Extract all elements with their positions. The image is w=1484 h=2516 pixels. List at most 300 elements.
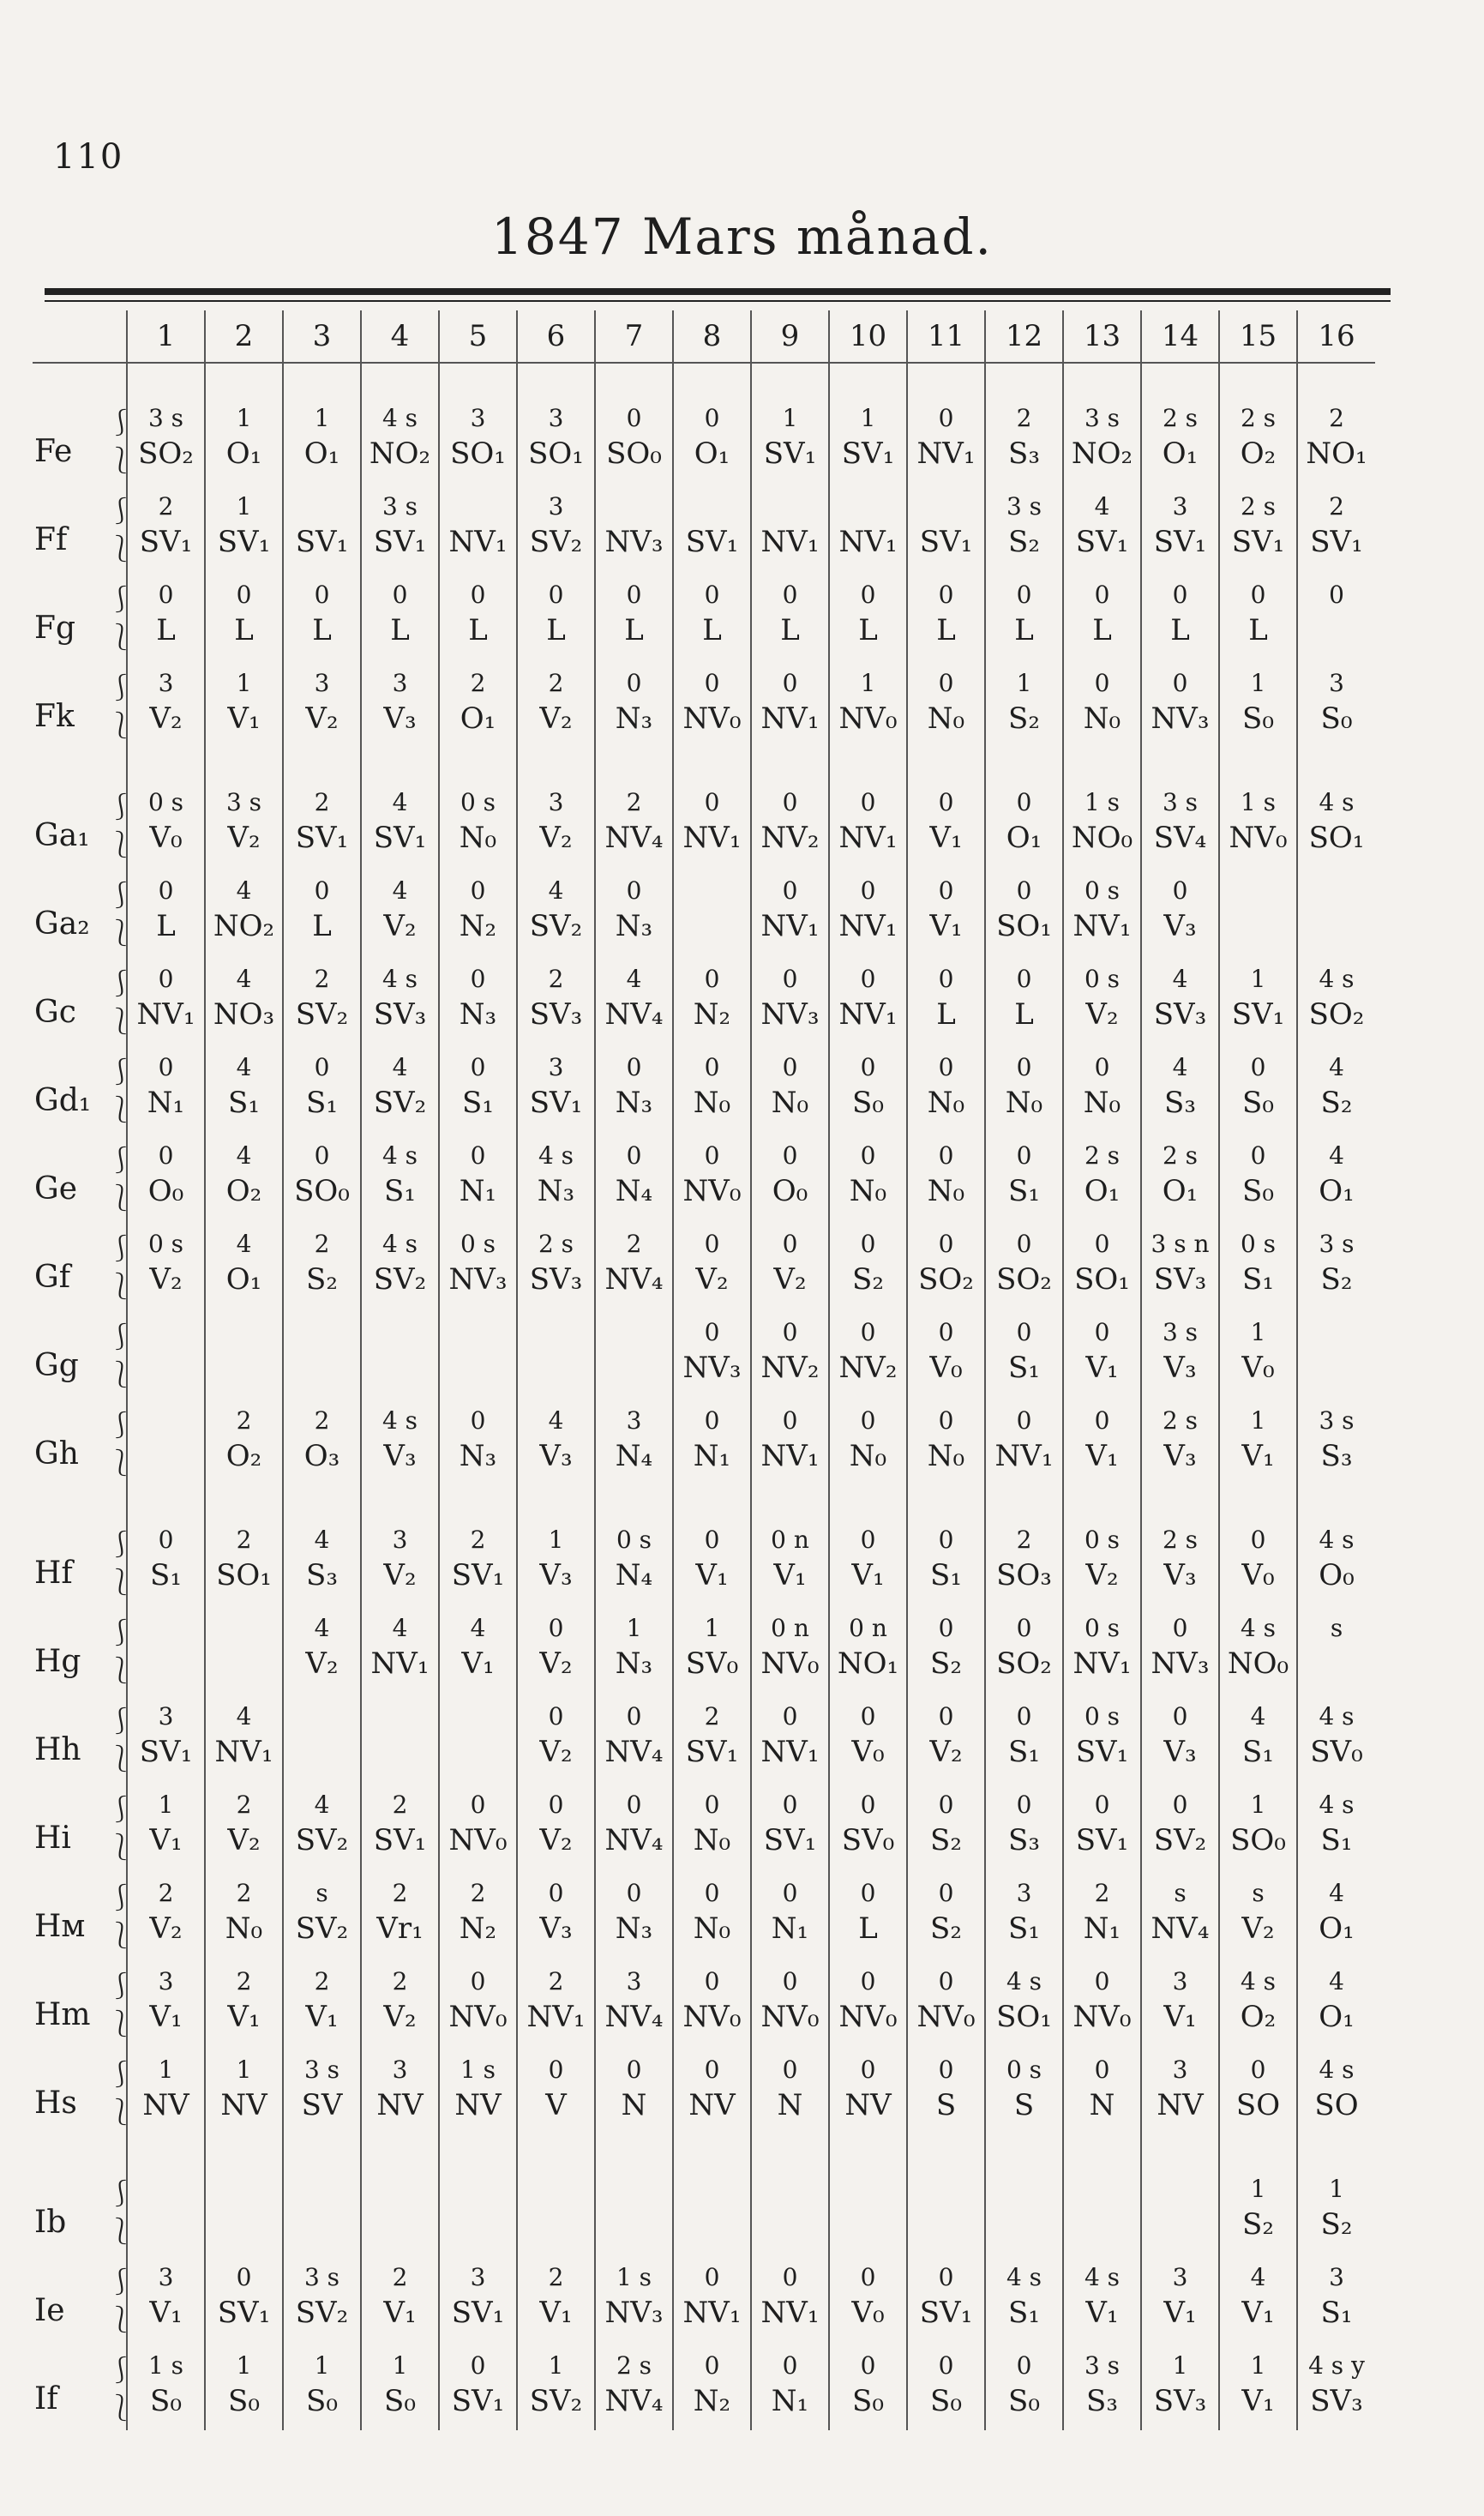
obs-value: 4 xyxy=(392,876,408,905)
row-label-cell xyxy=(33,659,134,748)
obs-cell xyxy=(985,394,1063,483)
obs-value: 3 s xyxy=(225,788,262,816)
obs-direction: NV₁ xyxy=(838,821,898,855)
obs-direction: SV₀ xyxy=(1310,1735,1363,1769)
obs-cell xyxy=(673,1220,751,1309)
obs-direction: S₂ xyxy=(930,1823,962,1857)
obs-cell xyxy=(673,779,751,867)
obs-direction: N₄ xyxy=(615,1174,653,1208)
obs-direction: S₁ xyxy=(1242,1262,1274,1297)
obs-value: 3 xyxy=(1172,1967,1188,1995)
table-row xyxy=(33,955,1375,1044)
column-header-day: 16 xyxy=(1297,310,1375,363)
obs-cell xyxy=(127,1604,205,1693)
obs-cell xyxy=(1063,1869,1141,1958)
table-row xyxy=(33,779,1375,867)
obs-direction: NV₄ xyxy=(604,1823,664,1857)
obs-cell xyxy=(907,1044,985,1132)
obs-value: 0 s xyxy=(616,1526,652,1554)
obs-cell xyxy=(1063,1132,1141,1220)
obs-direction: SV₁ xyxy=(919,525,973,559)
obs-cell xyxy=(829,659,907,748)
obs-direction: O₁ xyxy=(303,436,340,471)
obs-direction: SO₁ xyxy=(1074,1262,1130,1297)
group-spacer-cell xyxy=(595,748,673,779)
obs-value: 1 xyxy=(236,2056,252,2084)
obs-direction: SV₃ xyxy=(373,997,427,1032)
obs-direction: N₃ xyxy=(459,1439,497,1473)
group-spacer-cell xyxy=(829,748,907,779)
obs-value: 4 xyxy=(392,788,408,816)
obs-direction: N xyxy=(777,2088,803,2122)
obs-direction: N₀ xyxy=(693,1823,731,1857)
obs-value: 3 xyxy=(1172,492,1188,521)
row-label: Ga₁ xyxy=(34,818,90,853)
obs-value: 1 xyxy=(1250,1406,1266,1435)
obs-value: 1 s xyxy=(460,2056,496,2084)
obs-direction: NO₁ xyxy=(1306,436,1367,471)
group-spacer-cell xyxy=(127,363,205,394)
obs-cell xyxy=(361,1869,439,1958)
group-spacer-label xyxy=(33,748,127,779)
obs-cell xyxy=(829,571,907,659)
obs-direction: V₁ xyxy=(227,701,261,736)
obs-direction: SV₃ xyxy=(1153,1262,1207,1297)
obs-value: 0 xyxy=(938,404,954,432)
obs-value: 0 xyxy=(704,1230,720,1258)
obs-cell xyxy=(283,1516,361,1604)
obs-direction: V₂ xyxy=(539,821,573,855)
obs-direction: S₃ xyxy=(1086,2384,1118,2418)
obs-cell xyxy=(907,1309,985,1397)
brace-icon: ⎰ ⎱ xyxy=(108,2179,134,2247)
obs-direction: V₁ xyxy=(539,2296,573,2330)
row-label: Hм xyxy=(34,1909,86,1944)
obs-value: 4 xyxy=(314,1791,330,1819)
obs-value: 0 xyxy=(704,1526,720,1554)
obs-cell xyxy=(127,1958,205,2046)
obs-direction: V₂ xyxy=(149,1262,183,1297)
obs-value: 0 xyxy=(860,965,876,993)
obs-direction: SO₃ xyxy=(996,1558,1052,1592)
obs-value: 0 xyxy=(626,876,642,905)
obs-direction: SV₂ xyxy=(373,1086,427,1120)
obs-cell xyxy=(517,2254,595,2342)
obs-cell xyxy=(1063,1781,1141,1869)
obs-cell xyxy=(1297,1220,1375,1309)
obs-direction: NV₁ xyxy=(760,909,820,943)
obs-direction: NO₂ xyxy=(213,909,275,943)
obs-direction: L xyxy=(390,613,410,647)
obs-cell xyxy=(517,659,595,748)
obs-cell xyxy=(595,867,673,955)
group-spacer-cell xyxy=(1063,1485,1141,1516)
obs-cell xyxy=(439,394,517,483)
row-label-cell xyxy=(33,1958,134,2046)
obs-direction: NV₁ xyxy=(838,997,898,1032)
obs-direction: S₀ xyxy=(384,2384,416,2418)
obs-cell xyxy=(829,1604,907,1693)
obs-direction: V₂ xyxy=(149,1911,183,1946)
obs-value: 2 xyxy=(236,1406,252,1435)
obs-cell xyxy=(907,483,985,571)
row-label: Gc xyxy=(34,995,76,1030)
obs-cell xyxy=(1219,955,1297,1044)
obs-cell xyxy=(1219,1132,1297,1220)
obs-value: 0 xyxy=(158,1053,174,1081)
group-spacer-cell xyxy=(361,2134,439,2165)
obs-cell xyxy=(127,1693,205,1781)
group-spacer-cell xyxy=(283,2134,361,2165)
page-number: 110 xyxy=(53,137,124,177)
obs-cell xyxy=(361,1781,439,1869)
obs-direction: N₂ xyxy=(459,1911,497,1946)
obs-direction: SV₂ xyxy=(295,2296,349,2330)
obs-value: 0 xyxy=(704,788,720,816)
obs-direction: SV₁ xyxy=(217,525,271,559)
obs-value: s xyxy=(1174,1879,1187,1907)
obs-direction: SO xyxy=(1235,2088,1281,2122)
obs-cell xyxy=(829,483,907,571)
obs-direction: SV₂ xyxy=(529,909,583,943)
row-label-cell xyxy=(33,1516,134,1604)
obs-direction: S₃ xyxy=(1320,1439,1353,1473)
obs-cell xyxy=(1063,1220,1141,1309)
obs-value: 1 xyxy=(1250,1318,1266,1346)
obs-value: 4 s xyxy=(382,1406,418,1435)
group-spacer-cell xyxy=(1141,2134,1219,2165)
obs-value: 0 xyxy=(782,1791,798,1819)
obs-direction: NV₀ xyxy=(682,2000,742,2034)
obs-direction: O₂ xyxy=(1240,436,1277,471)
obs-direction: NV₀ xyxy=(838,701,898,736)
obs-value: 3 xyxy=(158,1967,174,1995)
obs-cell xyxy=(907,1132,985,1220)
row-label: Ie xyxy=(34,2293,65,2328)
obs-value: 0 xyxy=(158,965,174,993)
group-spacer-cell xyxy=(517,748,595,779)
obs-value: 0 xyxy=(548,1702,564,1731)
obs-cell xyxy=(517,1397,595,1485)
obs-value: 4 xyxy=(314,1614,330,1642)
obs-direction: V₁ xyxy=(929,909,963,943)
obs-value: 3 xyxy=(548,788,564,816)
obs-cell xyxy=(439,1781,517,1869)
obs-direction: V₂ xyxy=(539,1823,573,1857)
obs-direction: NO₁ xyxy=(837,1646,899,1681)
obs-direction: SV₁ xyxy=(139,525,193,559)
obs-cell xyxy=(127,779,205,867)
obs-direction: SO₂ xyxy=(138,436,194,471)
group-spacer-cell xyxy=(1063,748,1141,779)
group-spacer-cell xyxy=(361,363,439,394)
obs-direction: NV₁ xyxy=(838,525,898,559)
obs-cell xyxy=(1141,2342,1219,2430)
row-label: Gf xyxy=(34,1260,71,1295)
obs-direction: SV₁ xyxy=(451,1558,505,1592)
obs-direction: SO₂ xyxy=(996,1646,1052,1681)
obs-cell xyxy=(907,1397,985,1485)
group-spacer-cell xyxy=(907,748,985,779)
obs-cell xyxy=(1297,1132,1375,1220)
obs-cell xyxy=(907,571,985,659)
obs-value: 4 xyxy=(548,1406,564,1435)
obs-cell xyxy=(1297,2342,1375,2430)
obs-cell xyxy=(517,2165,595,2254)
obs-cell xyxy=(205,1220,283,1309)
obs-value: 0 n xyxy=(771,1526,809,1554)
obs-cell xyxy=(751,1397,829,1485)
obs-value: 2 xyxy=(470,1526,486,1554)
obs-cell xyxy=(439,1132,517,1220)
obs-direction: O₁ xyxy=(694,436,730,471)
obs-value: 3 xyxy=(470,2263,486,2291)
obs-direction: NV₁ xyxy=(136,997,195,1032)
obs-direction: V₂ xyxy=(383,1558,417,1592)
obs-direction: V₁ xyxy=(1085,1351,1119,1385)
obs-value: 4 s xyxy=(1319,2056,1355,2084)
obs-value: 0 s xyxy=(147,1230,184,1258)
obs-direction: N₀ xyxy=(849,1174,887,1208)
group-spacer xyxy=(33,748,1375,779)
obs-cell xyxy=(1297,1781,1375,1869)
obs-direction: NV₄ xyxy=(604,2384,664,2418)
obs-direction: N₁ xyxy=(459,1174,497,1208)
obs-value: 3 s xyxy=(1319,1230,1355,1258)
obs-direction: S₁ xyxy=(1008,1351,1040,1385)
obs-value: 0 xyxy=(860,1230,876,1258)
obs-value: 0 xyxy=(860,1141,876,1170)
obs-cell xyxy=(1219,1044,1297,1132)
obs-cell xyxy=(1219,2254,1297,2342)
brace-icon: ⎰ ⎱ xyxy=(108,1618,134,1686)
obs-value: 2 xyxy=(470,1879,486,1907)
obs-cell xyxy=(829,1044,907,1132)
obs-cell xyxy=(1141,1958,1219,2046)
obs-value: 3 s xyxy=(1084,404,1121,432)
obs-value: 0 xyxy=(314,1141,330,1170)
obs-cell xyxy=(283,1132,361,1220)
obs-direction: SO xyxy=(1314,2088,1359,2122)
obs-direction: SV₃ xyxy=(1153,2384,1207,2418)
obs-cell xyxy=(517,1869,595,1958)
obs-value: 4 xyxy=(626,965,642,993)
obs-cell xyxy=(1219,1397,1297,1485)
obs-direction: O₃ xyxy=(303,1439,340,1473)
obs-value: 3 xyxy=(314,669,330,697)
row-label: If xyxy=(34,2381,58,2417)
obs-value: 3 xyxy=(1329,2263,1344,2291)
obs-cell xyxy=(595,1397,673,1485)
obs-cell xyxy=(1141,2046,1219,2134)
obs-value: 2 xyxy=(548,965,564,993)
obs-direction: S₂ xyxy=(1320,1086,1353,1120)
column-header-day: 5 xyxy=(439,310,517,363)
obs-cell xyxy=(1063,2046,1141,2134)
obs-direction: S₀ xyxy=(306,2384,338,2418)
obs-cell xyxy=(361,2165,439,2254)
obs-cell xyxy=(1297,779,1375,867)
obs-cell xyxy=(907,1869,985,1958)
group-spacer-cell xyxy=(907,2134,985,2165)
obs-value: 4 xyxy=(1172,1053,1188,1081)
group-spacer-cell xyxy=(1141,1485,1219,1516)
obs-direction: S₁ xyxy=(228,1086,260,1120)
obs-cell xyxy=(1063,2254,1141,2342)
obs-direction: SO₁ xyxy=(216,1558,272,1592)
obs-value: 0 xyxy=(704,1141,720,1170)
obs-direction: N₀ xyxy=(927,1086,965,1120)
obs-direction: V xyxy=(545,2088,567,2122)
obs-direction: SV₁ xyxy=(139,1735,193,1769)
obs-value: 2 xyxy=(236,1791,252,1819)
obs-cell xyxy=(1063,1693,1141,1781)
obs-value: 0 xyxy=(704,1879,720,1907)
obs-direction: N₁ xyxy=(693,1439,731,1473)
obs-cell xyxy=(439,2342,517,2430)
obs-cell xyxy=(1219,1781,1297,1869)
obs-direction: L xyxy=(936,997,956,1032)
obs-cell xyxy=(205,867,283,955)
obs-cell xyxy=(985,1781,1063,1869)
obs-value: 0 xyxy=(704,2351,720,2380)
obs-cell xyxy=(1297,2046,1375,2134)
obs-value: 2 xyxy=(392,1879,408,1907)
obs-value: 1 xyxy=(1250,669,1266,697)
brace-icon: ⎰ ⎱ xyxy=(108,1706,134,1774)
row-label-cell xyxy=(33,2254,134,2342)
obs-direction: N₀ xyxy=(927,1174,965,1208)
obs-cell xyxy=(1063,1604,1141,1693)
obs-cell xyxy=(673,1516,751,1604)
row-label-cell xyxy=(33,483,134,571)
obs-direction: S₀ xyxy=(1242,701,1274,736)
obs-cell xyxy=(205,1604,283,1693)
row-label: Hg xyxy=(34,1644,81,1679)
obs-cell xyxy=(205,571,283,659)
obs-value: 0 xyxy=(626,669,642,697)
obs-direction: V₀ xyxy=(1241,1351,1275,1385)
obs-value: 3 xyxy=(392,2056,408,2084)
obs-value: 2 xyxy=(548,1967,564,1995)
obs-direction: V₀ xyxy=(149,821,183,855)
group-spacer-cell xyxy=(283,748,361,779)
obs-value: 0 s xyxy=(460,1230,496,1258)
obs-direction: NV₁ xyxy=(214,1735,273,1769)
column-header-day: 12 xyxy=(985,310,1063,363)
obs-direction: SV₁ xyxy=(1075,1735,1129,1769)
obs-cell xyxy=(673,1044,751,1132)
group-spacer-cell xyxy=(751,2134,829,2165)
obs-direction: V₂ xyxy=(305,1646,339,1681)
obs-direction: V₂ xyxy=(227,1823,261,1857)
obs-value: 0 n xyxy=(849,1614,887,1642)
group-spacer-cell xyxy=(1063,2134,1141,2165)
obs-value: 2 xyxy=(548,2263,564,2291)
obs-cell xyxy=(1219,1693,1297,1781)
obs-cell xyxy=(1141,1044,1219,1132)
obs-cell xyxy=(1297,955,1375,1044)
obs-direction: NV₁ xyxy=(1072,1646,1132,1681)
obs-cell xyxy=(985,2165,1063,2254)
obs-cell xyxy=(673,1604,751,1693)
obs-direction: N₃ xyxy=(615,909,653,943)
obs-direction: N₄ xyxy=(615,1558,653,1592)
obs-direction: NV xyxy=(454,2088,502,2122)
obs-direction: SV xyxy=(301,2088,343,2122)
obs-direction: L xyxy=(1092,613,1112,647)
obs-cell xyxy=(751,1604,829,1693)
obs-direction: SO₂ xyxy=(996,1262,1052,1297)
obs-direction: N₁ xyxy=(147,1086,185,1120)
obs-cell xyxy=(985,571,1063,659)
obs-value: 1 xyxy=(236,404,252,432)
obs-cell xyxy=(283,2165,361,2254)
obs-value: 0 xyxy=(1250,581,1266,609)
brace-icon: ⎰ ⎱ xyxy=(108,1146,134,1213)
obs-value: 4 s xyxy=(382,404,418,432)
obs-cell xyxy=(1063,483,1141,571)
group-spacer-cell xyxy=(673,748,751,779)
obs-direction: S₁ xyxy=(462,1086,494,1120)
obs-value: 1 xyxy=(236,669,252,697)
obs-cell xyxy=(751,1869,829,1958)
row-label-cell xyxy=(33,955,134,1044)
obs-cell xyxy=(1219,779,1297,867)
obs-cell xyxy=(673,1869,751,1958)
brace-icon: ⎰ ⎱ xyxy=(108,408,134,476)
obs-value: 0 xyxy=(626,1141,642,1170)
obs-cell xyxy=(595,1604,673,1693)
obs-direction: L xyxy=(312,909,332,943)
obs-direction: L xyxy=(234,613,254,647)
obs-value: 0 s xyxy=(1084,1614,1121,1642)
obs-value: 0 xyxy=(782,1230,798,1258)
obs-value: 0 xyxy=(1094,2056,1110,2084)
obs-value: 0 xyxy=(704,581,720,609)
brace-icon: ⎰ ⎱ xyxy=(108,1883,134,1951)
obs-cell xyxy=(985,1869,1063,1958)
obs-value: 0 xyxy=(1016,2351,1032,2380)
obs-direction: O₁ xyxy=(1006,821,1042,855)
obs-cell xyxy=(985,2342,1063,2430)
obs-cell xyxy=(127,1869,205,1958)
obs-cell xyxy=(517,1044,595,1132)
obs-direction: O₀ xyxy=(147,1174,184,1208)
obs-value: 0 xyxy=(1250,1526,1266,1554)
obs-cell xyxy=(205,2342,283,2430)
obs-direction: SO₂ xyxy=(1308,997,1365,1032)
obs-value: 0 xyxy=(860,788,876,816)
obs-cell xyxy=(283,394,361,483)
obs-cell xyxy=(205,483,283,571)
obs-value: 1 xyxy=(314,404,330,432)
obs-cell xyxy=(283,659,361,748)
obs-cell xyxy=(1141,1132,1219,1220)
obs-cell xyxy=(985,1220,1063,1309)
obs-cell xyxy=(361,1397,439,1485)
obs-value: 4 xyxy=(392,1614,408,1642)
obs-direction: V₃ xyxy=(383,701,417,736)
group-spacer-cell xyxy=(595,363,673,394)
obs-cell xyxy=(1219,394,1297,483)
obs-direction: SV₃ xyxy=(529,997,583,1032)
obs-cell xyxy=(985,1516,1063,1604)
obs-value: 0 xyxy=(704,669,720,697)
obs-cell xyxy=(439,1397,517,1485)
brace-icon: ⎰ ⎱ xyxy=(108,1411,134,1478)
obs-value: 2 xyxy=(314,1967,330,1995)
